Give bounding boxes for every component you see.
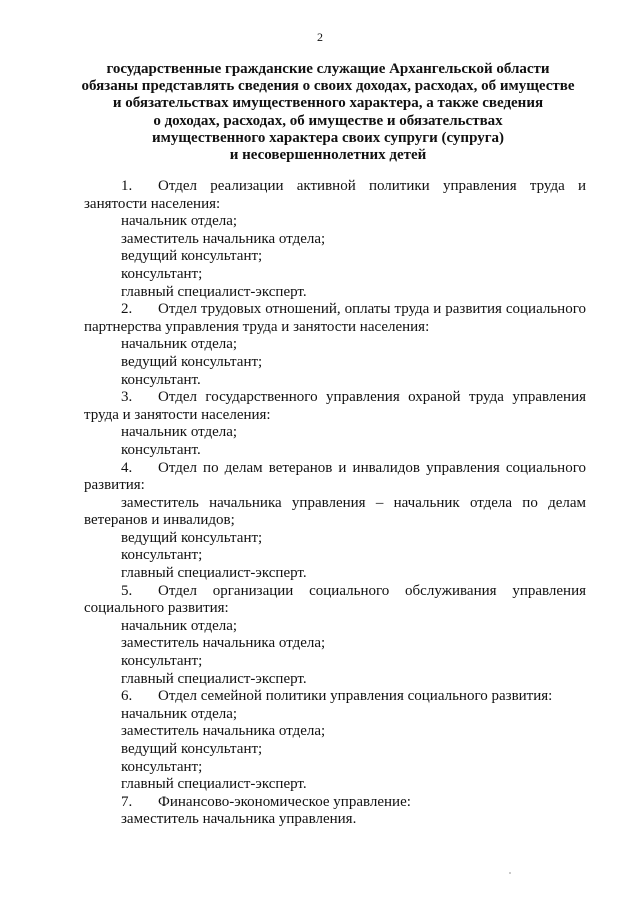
position-entry: заместитель начальника отдела; — [121, 723, 326, 740]
position-entry: ведущий консультант; — [121, 529, 263, 546]
heading-line: о доходах, расходах, об имуществе и обязательствах — [153, 112, 503, 129]
department-name: Отдел реализации активной политики управления труда и занятости населения: — [84, 178, 586, 212]
position-entry: консультант; — [121, 758, 203, 775]
list-item-number: 6. — [121, 688, 133, 705]
positions-list — [84, 178, 586, 829]
position-entry: консультант; — [121, 653, 203, 670]
position-entry: начальник отдела; — [121, 336, 238, 353]
position-entry: начальник отдела; — [121, 617, 238, 634]
position-entry: консультант. — [121, 371, 201, 388]
position-entry: начальник отдела; — [121, 213, 238, 230]
position-entry: главный специалист-эксперт. — [121, 670, 307, 687]
document-heading — [78, 61, 578, 164]
list-item-title — [84, 794, 586, 812]
position-entry: консультант; — [121, 265, 203, 282]
heading-line: государственные гражданские служащие Архангельской области — [106, 61, 550, 77]
position-entry: начальник отдела; — [121, 424, 238, 441]
position-entry: ведущий консультант; — [121, 741, 263, 757]
list-item-number: 7. — [121, 793, 133, 810]
page-number: 2 — [317, 30, 323, 44]
list-item-title — [84, 583, 586, 618]
list-item-title — [84, 688, 586, 706]
position-entry: ведущий консультант; — [121, 248, 263, 265]
heading-line: обязаны представлять сведения о своих доходах, расходах, об имуществе — [81, 78, 575, 95]
heading-line: имущественного характера своих супруги (супруга) — [151, 129, 505, 146]
department-name: Финансово-экономическое управление: — [158, 793, 411, 810]
department-name: Отдел государственного управления охраной труда управления труда и занятости населения: — [84, 389, 586, 423]
department-name: Отдел организации социального обслуживания управления социального развития: — [84, 582, 586, 617]
list-item-title — [84, 301, 586, 336]
position-entry: ведущий консультант; — [121, 353, 263, 370]
list-item-number: 4. — [121, 459, 133, 476]
list-item-number: 1. — [121, 178, 133, 194]
heading-line: и несовершеннолетних детей — [229, 147, 427, 164]
position-entry: главный специалист-эксперт. — [121, 283, 307, 300]
department-name: Отдел семейной политики управления социального развития: — [158, 688, 553, 705]
department-name: Отдел по делам ветеранов и инвалидов управления социального развития: — [84, 459, 586, 494]
department-name: Отдел трудовых отношений, оплаты труда и развития социального партнерства управления труда и занятости населения: — [84, 301, 586, 335]
position-entry: заместитель начальника управления – начальник отдела по делам ветеранов и инвалидов; — [84, 494, 586, 529]
position-entry: заместитель начальника управления. — [121, 811, 357, 828]
list-item-title — [84, 178, 586, 213]
list-item-number: 5. — [121, 582, 133, 599]
position-entry: начальник отдела; — [121, 705, 238, 722]
list-item-number: 3. — [121, 389, 133, 406]
list-item-title — [84, 389, 586, 424]
scan-speck — [509, 872, 511, 874]
list-item-number: 2. — [121, 301, 133, 318]
position-entry: консультант. — [121, 441, 201, 458]
position-entry: заместитель начальника отдела; — [121, 230, 326, 247]
heading-line: и обязательствах имущественного характера, а также сведения — [112, 95, 544, 112]
position-entry: консультант; — [121, 547, 203, 564]
position-entry: главный специалист-эксперт. — [121, 565, 307, 582]
list-item-title — [84, 460, 586, 495]
position-entry: заместитель начальника отдела; — [121, 635, 326, 652]
position-entry: главный специалист-эксперт. — [121, 776, 307, 793]
